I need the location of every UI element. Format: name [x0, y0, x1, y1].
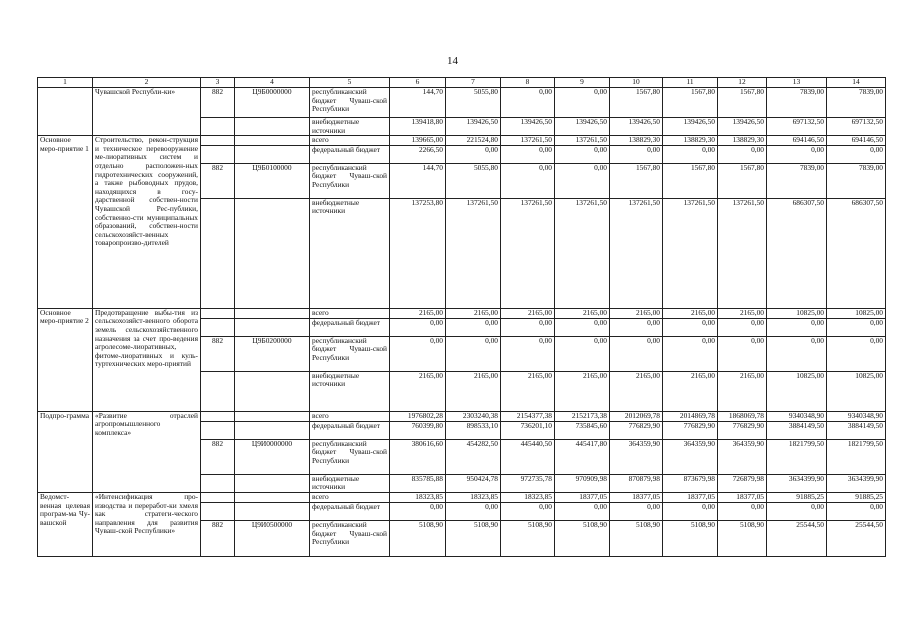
ministry-code-cell [201, 502, 235, 520]
program-name-cell: Строительство, рекон-струкция и техническое перевооружение ме-лиоративных систем и отдельно расположен-ных гидротехнических сооружений, а также рыбоводных прудов, находящихся в госу-дарственной собствен-ности Чувашской Рес-публики, собственно-сти муниципальных образований, собствен-ности сельскохозяйст-венных товаропроизво-дителей [93, 136, 201, 309]
amount-cell: 1567,80 [663, 163, 718, 198]
amount-cell: 1567,80 [718, 88, 767, 118]
amount-cell: 0,00 [663, 145, 718, 163]
table-row [38, 411, 886, 421]
table-body [38, 78, 886, 557]
funding-source-cell: федеральный бюджет [310, 318, 390, 336]
amount-cell: 0,00 [501, 88, 555, 118]
amount-cell: 0,00 [827, 318, 886, 336]
funding-source-cell: республиканский бюджет Чуваш-ской Республики [310, 163, 390, 198]
table-row [38, 136, 886, 146]
ministry-code-cell [201, 318, 235, 336]
amount-cell: 7839,00 [827, 88, 886, 118]
amount-cell: 0,00 [390, 336, 446, 371]
amount-cell: 0,00 [610, 502, 663, 520]
budget-code-cell: Ц9Б0200000 [235, 336, 310, 371]
amount-cell: 2012069,78 [610, 411, 663, 421]
amount-cell: 776829,90 [718, 421, 767, 439]
amount-cell: 2165,00 [390, 371, 446, 411]
amount-cell: 138829,30 [718, 136, 767, 146]
amount-cell: 221524,80 [446, 136, 501, 146]
header-cell: 3 [201, 78, 235, 88]
amount-cell: 138829,30 [610, 136, 663, 146]
amount-cell: 0,00 [827, 145, 886, 163]
amount-cell: 1976802,28 [390, 411, 446, 421]
header-cell: 14 [827, 78, 886, 88]
amount-cell: 736201,10 [501, 421, 555, 439]
amount-cell: 7839,00 [827, 163, 886, 198]
funding-source-cell: республиканский бюджет Чуваш-ской Республики [310, 88, 390, 118]
budget-code-cell [235, 371, 310, 411]
amount-cell: 776829,90 [610, 421, 663, 439]
amount-cell: 3884149,50 [767, 421, 827, 439]
amount-cell: 1567,80 [610, 163, 663, 198]
column-number-row [38, 78, 886, 88]
amount-cell: 139426,50 [501, 118, 555, 136]
header-cell: 5 [310, 78, 390, 88]
amount-cell: 0,00 [446, 145, 501, 163]
amount-cell: 0,00 [767, 318, 827, 336]
amount-cell: 3884149,50 [827, 421, 886, 439]
amount-cell: 364359,90 [718, 439, 767, 474]
amount-cell: 364359,90 [663, 439, 718, 474]
amount-cell: 0,00 [718, 145, 767, 163]
amount-cell: 364359,90 [610, 439, 663, 474]
amount-cell: 137253,80 [390, 198, 446, 308]
header-cell: 4 [235, 78, 310, 88]
funding-source-cell: федеральный бюджет [310, 145, 390, 163]
amount-cell: 0,00 [501, 318, 555, 336]
amount-cell: 139426,50 [555, 118, 610, 136]
ministry-code-cell [201, 118, 235, 136]
amount-cell: 972735,78 [501, 474, 555, 492]
amount-cell: 0,00 [767, 502, 827, 520]
amount-cell: 139418,80 [390, 118, 446, 136]
budget-code-cell: Ц9Б0000000 [235, 88, 310, 118]
amount-cell: 2266,50 [390, 145, 446, 163]
amount-cell: 7839,00 [767, 163, 827, 198]
program-name-cell: «Интенсификация про-изводства и переработ-ки хмеля как стратеги-ческого направления для развития Чуваш-ской Республики» [93, 492, 201, 556]
amount-cell: 2165,00 [663, 308, 718, 318]
amount-cell: 139426,50 [663, 118, 718, 136]
amount-cell: 2303240,38 [446, 411, 501, 421]
amount-cell: 18377,05 [718, 492, 767, 502]
amount-cell: 694146,50 [827, 136, 886, 146]
ministry-code-cell [201, 411, 235, 421]
amount-cell: 144,70 [390, 163, 446, 198]
amount-cell: 760399,80 [390, 421, 446, 439]
amount-cell: 137261,50 [501, 136, 555, 146]
amount-cell: 1821799,50 [827, 439, 886, 474]
amount-cell: 139426,50 [446, 118, 501, 136]
program-type-cell: Основное меро-приятие 1 [38, 136, 93, 309]
amount-cell: 445440,50 [501, 439, 555, 474]
page-number: 14 [447, 55, 458, 67]
amount-cell: 870879,98 [610, 474, 663, 492]
amount-cell: 18377,05 [663, 492, 718, 502]
amount-cell: 726879,98 [718, 474, 767, 492]
amount-cell: 970909,98 [555, 474, 610, 492]
ministry-code-cell [201, 136, 235, 146]
program-type-cell: Подпро-грамма [38, 411, 93, 492]
amount-cell: 137261,50 [663, 198, 718, 308]
amount-cell: 144,70 [390, 88, 446, 118]
ministry-code-cell [201, 198, 235, 308]
amount-cell: 898533,10 [446, 421, 501, 439]
amount-cell: 5108,90 [446, 520, 501, 556]
amount-cell: 1868069,78 [718, 411, 767, 421]
amount-cell: 139665,00 [390, 136, 446, 146]
budget-code-cell [235, 502, 310, 520]
amount-cell: 9340348,90 [827, 411, 886, 421]
amount-cell: 3634399,90 [827, 474, 886, 492]
amount-cell: 0,00 [555, 145, 610, 163]
budget-code-cell [235, 118, 310, 136]
funding-source-cell: внебюджетные источники [310, 118, 390, 136]
amount-cell: 686307,50 [827, 198, 886, 308]
amount-cell: 7839,00 [767, 88, 827, 118]
amount-cell: 0,00 [390, 502, 446, 520]
amount-cell: 0,00 [610, 145, 663, 163]
budget-code-cell [235, 474, 310, 492]
ministry-code-cell: 882 [201, 88, 235, 118]
amount-cell: 2165,00 [610, 371, 663, 411]
header-cell: 6 [390, 78, 446, 88]
amount-cell: 0,00 [555, 336, 610, 371]
budget-code-cell [235, 136, 310, 146]
amount-cell: 2165,00 [555, 308, 610, 318]
header-cell: 8 [501, 78, 555, 88]
amount-cell: 2165,00 [446, 308, 501, 318]
amount-cell: 0,00 [446, 502, 501, 520]
amount-cell: 3634399,90 [767, 474, 827, 492]
amount-cell: 2165,00 [718, 308, 767, 318]
program-type-cell [38, 88, 93, 136]
amount-cell: 0,00 [827, 336, 886, 371]
amount-cell: 697132,50 [767, 118, 827, 136]
program-type-cell: Ведомст-венная целевая програм-ма Чу-вашской [38, 492, 93, 556]
amount-cell: 5108,90 [663, 520, 718, 556]
amount-cell: 0,00 [555, 88, 610, 118]
header-cell: 10 [610, 78, 663, 88]
budget-code-cell [235, 198, 310, 308]
amount-cell: 0,00 [610, 336, 663, 371]
ministry-code-cell: 882 [201, 520, 235, 556]
budget-table [37, 77, 886, 557]
amount-cell: 5108,90 [610, 520, 663, 556]
ministry-code-cell: 882 [201, 439, 235, 474]
amount-cell: 735845,60 [555, 421, 610, 439]
amount-cell: 0,00 [767, 145, 827, 163]
amount-cell: 835785,88 [390, 474, 446, 492]
ministry-code-cell [201, 371, 235, 411]
amount-cell: 0,00 [663, 318, 718, 336]
amount-cell: 137261,50 [718, 198, 767, 308]
program-name-cell: «Развитие отраслей агропромышленного комплекса» [93, 411, 201, 492]
amount-cell: 0,00 [501, 502, 555, 520]
funding-source-cell: внебюджетные источники [310, 371, 390, 411]
amount-cell: 0,00 [610, 318, 663, 336]
amount-cell: 1567,80 [663, 88, 718, 118]
amount-cell: 91885,25 [827, 492, 886, 502]
funding-source-cell: республиканский бюджет Чуваш-ской Республики [310, 439, 390, 474]
amount-cell: 2154377,38 [501, 411, 555, 421]
funding-source-cell: всего [310, 411, 390, 421]
amount-cell: 2165,00 [501, 308, 555, 318]
amount-cell: 5108,90 [390, 520, 446, 556]
amount-cell: 2165,00 [555, 371, 610, 411]
amount-cell: 137261,50 [501, 198, 555, 308]
funding-source-cell: всего [310, 136, 390, 146]
amount-cell: 137261,50 [555, 136, 610, 146]
budget-code-cell: Ц9И0000000 [235, 439, 310, 474]
ministry-code-cell [201, 492, 235, 502]
amount-cell: 0,00 [718, 502, 767, 520]
funding-source-cell: федеральный бюджет [310, 421, 390, 439]
amount-cell: 0,00 [718, 318, 767, 336]
budget-code-cell [235, 145, 310, 163]
amount-cell: 0,00 [663, 502, 718, 520]
amount-cell: 1567,80 [718, 163, 767, 198]
amount-cell: 2165,00 [718, 371, 767, 411]
budget-code-cell: Ц9Б0100000 [235, 163, 310, 198]
amount-cell: 950424,78 [446, 474, 501, 492]
amount-cell: 2165,00 [610, 308, 663, 318]
amount-cell: 0,00 [446, 318, 501, 336]
table-row [38, 492, 886, 502]
amount-cell: 2165,00 [663, 371, 718, 411]
amount-cell: 18323,85 [446, 492, 501, 502]
header-cell: 7 [446, 78, 501, 88]
amount-cell: 0,00 [446, 336, 501, 371]
amount-cell: 0,00 [555, 318, 610, 336]
budget-code-cell [235, 421, 310, 439]
ministry-code-cell [201, 474, 235, 492]
amount-cell: 445417,80 [555, 439, 610, 474]
budget-code-cell [235, 318, 310, 336]
amount-cell: 454282,50 [446, 439, 501, 474]
amount-cell: 25544,50 [827, 520, 886, 556]
amount-cell: 9340348,90 [767, 411, 827, 421]
amount-cell: 0,00 [718, 336, 767, 371]
budget-code-cell [235, 411, 310, 421]
amount-cell: 0,00 [390, 318, 446, 336]
program-name-cell: Чувашской Республи-ки» [93, 88, 201, 136]
amount-cell: 0,00 [827, 502, 886, 520]
amount-cell: 380616,60 [390, 439, 446, 474]
amount-cell: 0,00 [555, 502, 610, 520]
amount-cell: 1821799,50 [767, 439, 827, 474]
ministry-code-cell [201, 308, 235, 318]
ministry-code-cell: 882 [201, 163, 235, 198]
amount-cell: 137261,50 [555, 198, 610, 308]
amount-cell: 25544,50 [767, 520, 827, 556]
program-type-cell: Основное меро-приятие 2 [38, 308, 93, 411]
funding-source-cell: всего [310, 492, 390, 502]
amount-cell: 694146,50 [767, 136, 827, 146]
ministry-code-cell [201, 421, 235, 439]
amount-cell: 0,00 [663, 336, 718, 371]
amount-cell: 137261,50 [446, 198, 501, 308]
amount-cell: 91885,25 [767, 492, 827, 502]
amount-cell: 5055,80 [446, 163, 501, 198]
program-name-cell: Предотвращение выбы-тия из сельскохозяйст-венного оборота земель сельскохозяйственного назначения за счет про-ведения агролесоме-лиоративных, фитоме-лиоративных и куль-туртехнических меро-приятий [93, 308, 201, 411]
table-row [38, 88, 886, 118]
amount-cell: 776829,90 [663, 421, 718, 439]
funding-source-cell: республиканский бюджет Чуваш-ской Республики [310, 520, 390, 556]
amount-cell: 139426,50 [718, 118, 767, 136]
amount-cell: 5108,90 [718, 520, 767, 556]
amount-cell: 5055,80 [446, 88, 501, 118]
amount-cell: 0,00 [767, 336, 827, 371]
header-cell: 13 [767, 78, 827, 88]
amount-cell: 5108,90 [501, 520, 555, 556]
amount-cell: 2165,00 [501, 371, 555, 411]
amount-cell: 1567,80 [610, 88, 663, 118]
amount-cell: 697132,50 [827, 118, 886, 136]
funding-source-cell: внебюджетные источники [310, 474, 390, 492]
ministry-code-cell: 882 [201, 336, 235, 371]
amount-cell: 18377,05 [610, 492, 663, 502]
ministry-code-cell [201, 145, 235, 163]
header-cell: 2 [93, 78, 201, 88]
funding-source-cell: всего [310, 308, 390, 318]
amount-cell: 2165,00 [390, 308, 446, 318]
amount-cell: 18377,05 [555, 492, 610, 502]
budget-code-cell: Ц9И0500000 [235, 520, 310, 556]
funding-source-cell: федеральный бюджет [310, 502, 390, 520]
amount-cell: 5108,90 [555, 520, 610, 556]
amount-cell: 0,00 [555, 163, 610, 198]
amount-cell: 873679,98 [663, 474, 718, 492]
header-cell: 12 [718, 78, 767, 88]
amount-cell: 2152173,38 [555, 411, 610, 421]
funding-source-cell: внебюджетные источники [310, 198, 390, 308]
amount-cell: 18323,85 [501, 492, 555, 502]
amount-cell: 10825,00 [767, 371, 827, 411]
amount-cell: 18323,85 [390, 492, 446, 502]
amount-cell: 2014869,78 [663, 411, 718, 421]
budget-code-cell [235, 308, 310, 318]
header-cell: 9 [555, 78, 610, 88]
amount-cell: 0,00 [501, 145, 555, 163]
amount-cell: 686307,50 [767, 198, 827, 308]
funding-source-cell: республиканский бюджет Чуваш-ской Республики [310, 336, 390, 371]
table-row [38, 308, 886, 318]
amount-cell: 137261,50 [610, 198, 663, 308]
amount-cell: 10825,00 [827, 308, 886, 318]
header-cell: 11 [663, 78, 718, 88]
amount-cell: 2165,00 [446, 371, 501, 411]
amount-cell: 138829,30 [663, 136, 718, 146]
amount-cell: 10825,00 [827, 371, 886, 411]
budget-code-cell [235, 492, 310, 502]
header-cell: 1 [38, 78, 93, 88]
amount-cell: 0,00 [501, 163, 555, 198]
amount-cell: 10825,00 [767, 308, 827, 318]
amount-cell: 0,00 [501, 336, 555, 371]
amount-cell: 139426,50 [610, 118, 663, 136]
